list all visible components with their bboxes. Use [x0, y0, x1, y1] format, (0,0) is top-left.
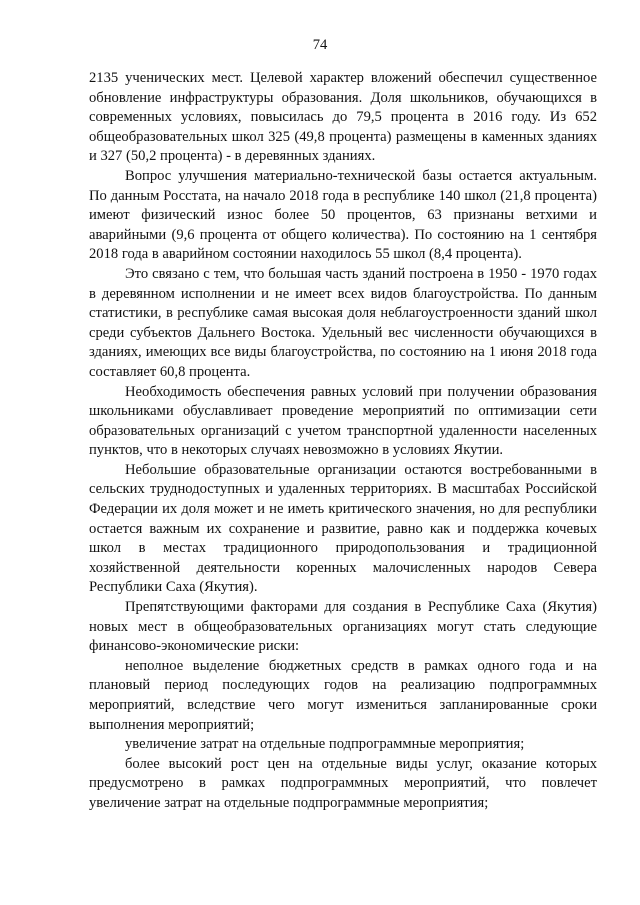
paragraph-1: 2135 ученических мест. Целевой характер вложений обеспечил существенное обновление инфраструктуры образования. Доля школьников, обучающихся в современных условиях, повысилась до 79,5 процента в 2016 году. Из 652 общеобразовательных школ 325 (49,8 процента) размещены в каменных зданиях и 327 (50,2 процента) - в деревянных зданиях. — [89, 70, 597, 165]
paragraph-6: Препятствующими факторами для создания в Республике Саха (Якутия) новых мест в общеобразовательных организациях могут стать следующие финансово-экономические риски: — [89, 599, 597, 655]
list-item-risk-3: более высокий рост цен на отдельные виды услуг, оказание которых предусмотрено в рамках подпрограммных мероприятий, что повлечет увеличение затрат на отдельные подпрограммные мероприятия; — [89, 755, 597, 811]
page-number: 74 — [312, 37, 328, 53]
document-body — [89, 69, 597, 814]
list-item-risk-1: неполное выделение бюджетных средств в рамках одного года и на плановый период последующих годов на реализацию подпрограммных мероприятий, вследствие чего могут измениться запланированные сроки выполнения мероприятий; — [89, 657, 597, 733]
list-item-risk-2: увеличение затрат на отдельные подпрограммные мероприятия; — [125, 736, 525, 753]
paragraph-4: Необходимость обеспечения равных условий при получении образования школьниками обуславливает проведение мероприятий по оптимизации сети образовательных организаций с учетом транспортной удаленности населенных пунктов, что в некоторых случаях невозможно в условиях Якутии. — [89, 383, 597, 459]
paragraph-2: Вопрос улучшения материально-технической базы остается актуальным. По данным Росстата, на начало 2018 года в республике 140 школ (21,8 процента) имеют физический износ более 50 процентов, 63 признаны ветхими и аварийными (9,6 процента от общего количества). По состоянию на 1 сентября 2018 года в аварийном состоянии находилось 55 школ (8,4 процента). — [89, 167, 597, 263]
paragraph-3: Это связано с тем, что большая часть зданий построена в 1950 - 1970 годах в деревянном исполнении и не имеет всех видов благоустройства. По данным статистики, в республике самая высокая доля неблагоустроенности зданий школ среди субъектов Дальнего Востока. Удельный вес численности обучающихся в зданиях, имеющих все виды благоустройства, по состоянию на 1 июня 2018 года составляет 60,8 процента. — [89, 265, 597, 380]
paragraph-5: Небольшие образовательные организации остаются востребованными в сельских труднодоступных и удаленных территориях. В масштабах Российской Федерации их доля может и не иметь критического значения, но для республики остается важным их сохранение и развитие, равно как и поддержка кочевых школ в местах традиционного природопользования и традиционной хозяйственной деятельности коренных малочисленных народов Севера Республики Саха (Якутия). — [89, 461, 597, 596]
